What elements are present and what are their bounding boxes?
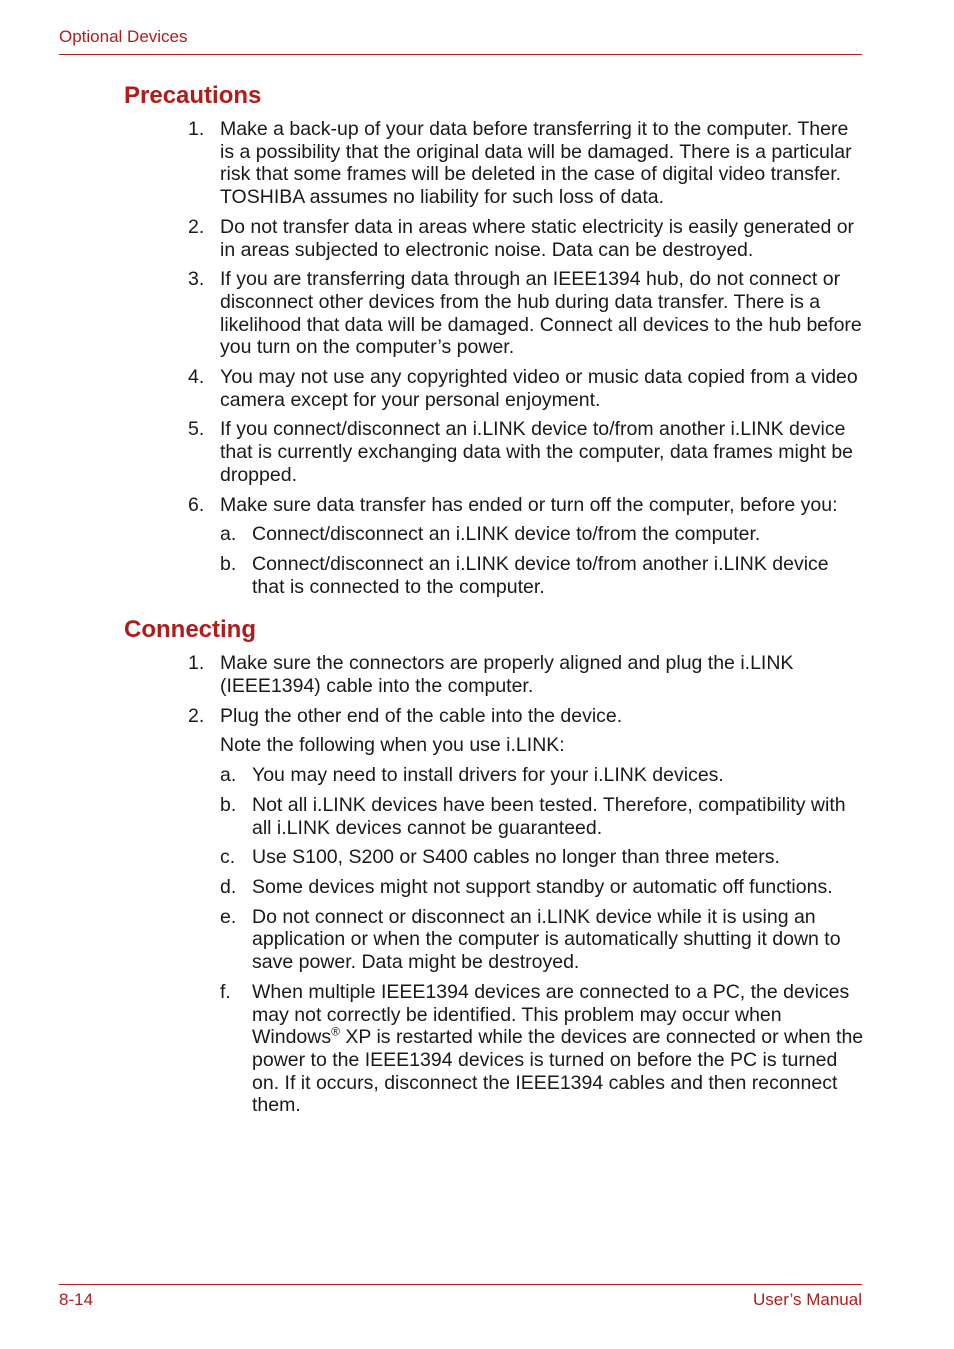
note-text: Note the following when you use i.LINK: bbox=[220, 734, 565, 757]
page-footer bbox=[59, 1284, 862, 1315]
sub-item-letter: f. bbox=[220, 980, 231, 1003]
list-item bbox=[124, 118, 864, 209]
page-header bbox=[59, 26, 862, 55]
sub-item-letter: c. bbox=[220, 846, 236, 869]
list-item bbox=[124, 366, 864, 411]
page-content bbox=[124, 80, 864, 1124]
sub-item-text: Do not connect or disconnect an i.LINK device while it is using an application or when the computer is automatically shutting it down to save power. Data might be destroyed. bbox=[252, 905, 841, 974]
sub-item-letter: d. bbox=[220, 875, 237, 898]
sub-list-item bbox=[220, 846, 864, 869]
sub-item-letter: b. bbox=[220, 793, 237, 816]
sub-list-item bbox=[220, 794, 864, 839]
item-number: 1. bbox=[188, 118, 205, 140]
item-number: 2. bbox=[188, 215, 205, 238]
item-text: Make a back-up of your data before transferring it to the computer. There is a possibility that the original data will be damaged. There is a particular risk that some frames will be deleted in the case of digital video transfer. TOSHIBA assumes no liability for such loss of data. bbox=[220, 118, 852, 209]
registered-mark: ® bbox=[331, 1024, 340, 1039]
sub-item-text-after: XP is restarted while the devices are connected or when the power to the IEEE1394 devices is turned on before the PC is turned on. If it occurs, disconnect the IEEE1394 cables and then reconnect them. bbox=[252, 1026, 864, 1117]
sub-item-letter: a. bbox=[220, 523, 237, 546]
item-text: If you are transferring data through an IEEE1394 hub, do not connect or disconnect other devices from the hub during data transfer. There is a likelihood that data will be damaged. Connect all devices to the hub before you turn on the computer’s power. bbox=[220, 268, 862, 359]
item-number: 5. bbox=[188, 418, 205, 441]
sub-list-item bbox=[220, 876, 864, 899]
list-item bbox=[124, 418, 864, 486]
sub-item-text: You may need to install drivers for your i.LINK devices. bbox=[252, 764, 724, 787]
item-number: 6. bbox=[188, 493, 205, 516]
list-item bbox=[124, 652, 864, 697]
sub-item-text bbox=[252, 981, 863, 1117]
sub-list bbox=[220, 523, 864, 598]
sub-item-text: Not all i.LINK devices have been tested. Therefore, compatibility with all i.LINK devices cannot be guaranteed. bbox=[252, 793, 846, 839]
connecting-list bbox=[124, 652, 864, 1117]
page-number: 8-14 bbox=[59, 1290, 94, 1309]
sub-item-text-before: When multiple IEEE1394 devices are connected to a PC, the devices may not correctly be identified. This problem may occur when Windows bbox=[252, 980, 850, 1049]
precautions-list bbox=[124, 118, 864, 598]
item-text: Make sure data transfer has ended or turn off the computer, before you: bbox=[220, 493, 838, 516]
sub-list-item bbox=[220, 981, 864, 1117]
header-title: Optional Devices bbox=[59, 27, 188, 46]
item-text: Plug the other end of the cable into the device. bbox=[220, 704, 623, 727]
item-number: 4. bbox=[188, 366, 205, 389]
sub-list-item bbox=[220, 553, 864, 598]
list-item bbox=[124, 216, 864, 261]
heading-connecting: Connecting bbox=[124, 616, 256, 644]
item-number: 2. bbox=[188, 704, 205, 727]
sub-list bbox=[220, 764, 864, 1117]
item-text: You may not use any copyrighted video or music data copied from a video camera except for your personal enjoyment. bbox=[220, 366, 858, 411]
sub-list-item bbox=[220, 523, 864, 546]
list-item bbox=[124, 494, 864, 599]
sub-item-text: Connect/disconnect an i.LINK device to/from the computer. bbox=[252, 523, 761, 546]
item-number: 1. bbox=[188, 652, 205, 675]
sub-item-text: Use S100, S200 or S400 cables no longer than three meters. bbox=[252, 846, 780, 869]
item-number: 3. bbox=[188, 268, 205, 291]
sub-item-text: Some devices might not support standby or automatic off functions. bbox=[252, 875, 833, 898]
item-text: Do not transfer data in areas where static electricity is easily generated or in areas subjected to electronic noise. Data can be destroyed. bbox=[220, 215, 855, 261]
list-item bbox=[124, 268, 864, 359]
list-item bbox=[124, 705, 864, 1117]
manual-title: User’s Manual bbox=[753, 1290, 862, 1309]
sub-list-item bbox=[220, 906, 864, 974]
sub-item-letter: a. bbox=[220, 764, 237, 787]
heading-precautions: Precautions bbox=[124, 82, 262, 109]
sub-list-item bbox=[220, 764, 864, 787]
sub-item-text: Connect/disconnect an i.LINK device to/from another i.LINK device that is connected to the computer. bbox=[252, 552, 829, 598]
item-text: If you connect/disconnect an i.LINK device to/from another i.LINK device that is currently exchanging data with the computer, data frames might be dropped. bbox=[220, 418, 854, 486]
item-text: Make sure the connectors are properly aligned and plug the i.LINK (IEEE1394) cable into the computer. bbox=[220, 652, 794, 698]
sub-item-letter: b. bbox=[220, 552, 237, 575]
sub-item-letter: e. bbox=[220, 905, 237, 928]
